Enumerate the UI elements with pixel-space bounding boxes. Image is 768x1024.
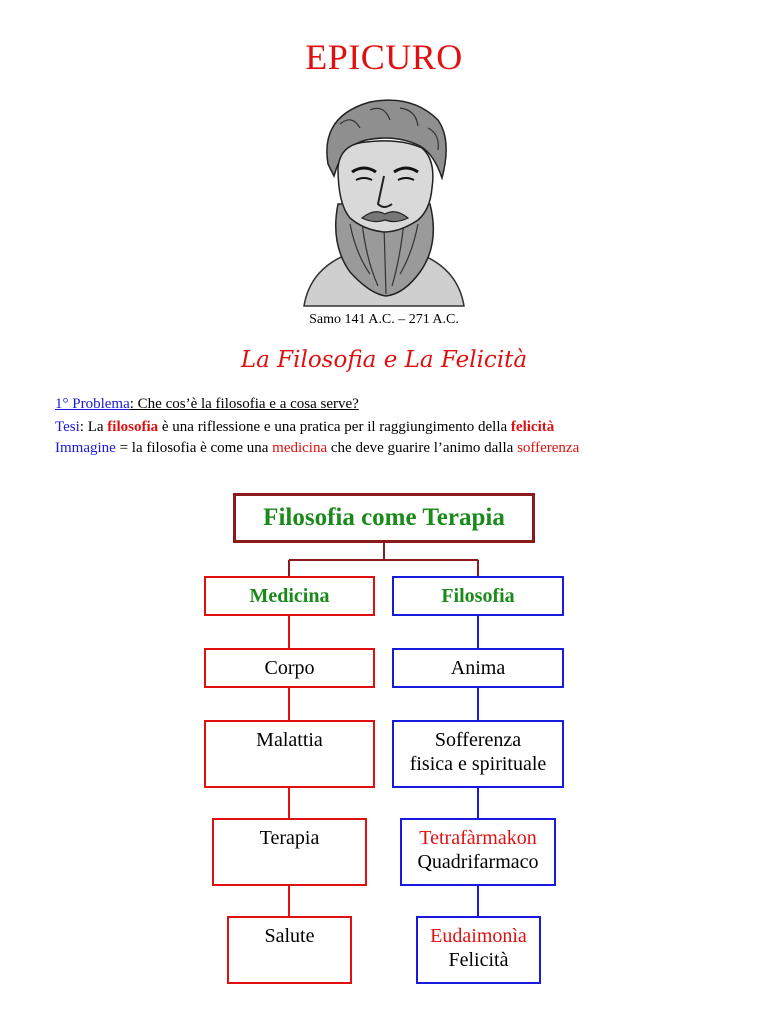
immagine-text-2: che deve guarire l’animo dalla: [327, 440, 518, 456]
section-subtitle: La Filosofia e La Felicità: [240, 347, 528, 373]
root-label: Filosofia come Terapia: [263, 504, 505, 531]
medicina-label: Medicina: [249, 585, 330, 607]
eudaimonia-box: [416, 916, 541, 984]
tesi-label: Tesi: [55, 419, 80, 435]
felicita-label: Felicità: [448, 949, 509, 971]
malattia-box: [204, 720, 375, 788]
terapia-label: Terapia: [259, 827, 320, 849]
tetrafarmakon-label: Tetrafàrmakon: [419, 827, 537, 849]
tesi-text-1: : La: [79, 419, 108, 435]
corpo-label: Corpo: [264, 657, 315, 679]
immagine-keyword-sofferenza: sofferenza: [517, 440, 580, 456]
root-connector: [289, 543, 478, 577]
tetrafarmakon-box: [400, 818, 556, 886]
immagine-text-1: = la filosofia è come una: [115, 440, 273, 456]
quadrifarmaco-label: Quadrifarmaco: [417, 851, 539, 873]
problem-label: 1° Problema: [55, 396, 130, 412]
malattia-label: Malattia: [256, 729, 323, 751]
medicina-box: [204, 576, 375, 616]
page-title: EPICURO: [305, 37, 463, 77]
salute-label: Salute: [264, 925, 315, 947]
sofferenza-label: Sofferenza: [434, 729, 522, 751]
immagine-keyword-medicina: medicina: [272, 440, 328, 456]
anima-box: [392, 648, 564, 688]
eudaimonia-label: Eudaimonìa: [430, 925, 527, 947]
tesi-text-2: è una riflessione e una pratica per il raggiungimento della: [158, 419, 511, 435]
problem-sep: :: [129, 396, 138, 412]
problem-text: Che cos’è la filosofia e a cosa serve?: [137, 396, 359, 412]
corpo-box: [204, 648, 375, 688]
filosofia-box: [392, 576, 564, 616]
sofferenza-detail: fisica e spirituale: [409, 753, 547, 775]
anima-label: Anima: [450, 657, 506, 679]
tesi-keyword-filosofia: filosofia: [107, 419, 159, 435]
sofferenza-box: [392, 720, 564, 788]
portrait-caption: Samo 141 A.C. – 271 A.C.: [309, 312, 459, 327]
immagine-label: Immagine: [55, 440, 116, 456]
tesi-keyword-felicita: felicità: [510, 419, 555, 435]
root-box: [233, 493, 535, 543]
terapia-box: [212, 818, 367, 886]
filosofia-label: Filosofia: [441, 585, 515, 607]
salute-box: [227, 916, 352, 984]
